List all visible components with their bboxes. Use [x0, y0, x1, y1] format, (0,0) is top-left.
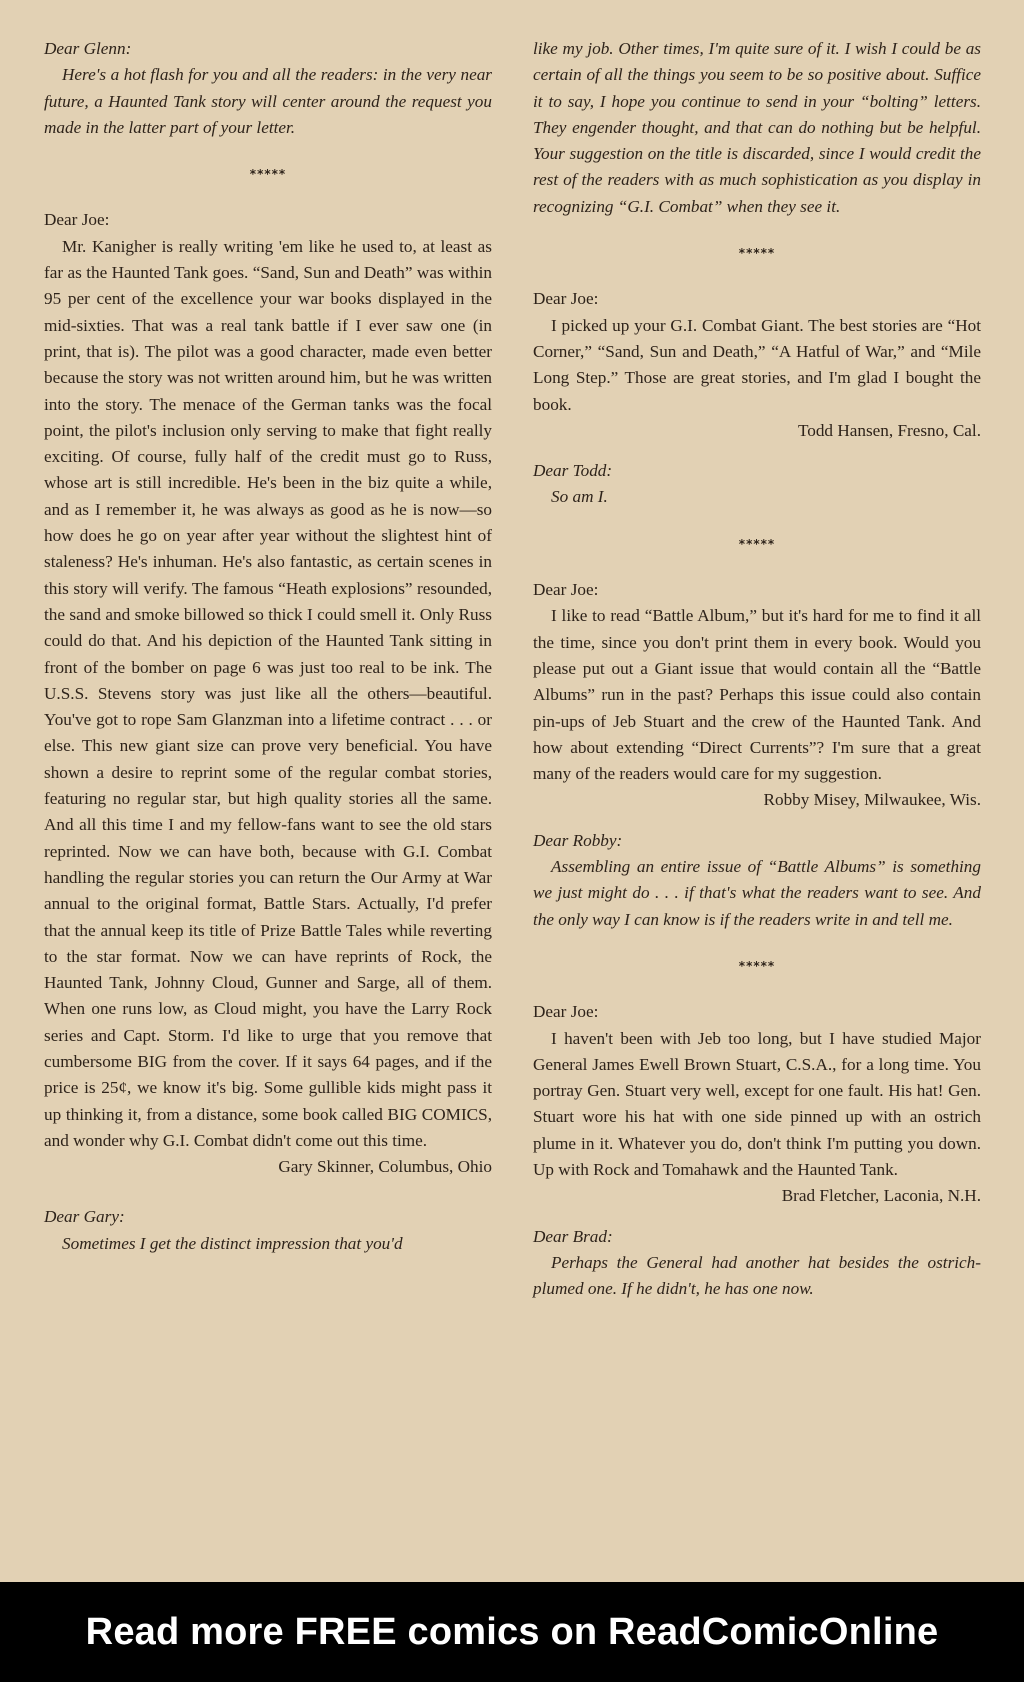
reply-body: Here's a hot flash for you and all the readers: in the very near future, a Haunted Tank story will center around the request you made in the latter part of your letter. [44, 65, 492, 137]
letter-from-brad [533, 999, 981, 1209]
letter-body: I haven't been with Jeb too long, but I have studied Major General James Ewell Brown Stuart, C.S.A., for a long time. You portray Gen. Stuart very well, except for one fault. His hat! Gen. Stuart wore his hat with one side pinned up with an ostrich plume in it. Whatever you do, don't think I'm putting you down. Up with Rock and Tomahawk and the Haunted Tank. [533, 1028, 981, 1179]
reply-to-glenn [44, 36, 492, 141]
section-divider: ***** [738, 246, 776, 261]
reply-to-gary-continued [533, 36, 981, 220]
letter-signature: Gary Skinner, Columbus, Ohio [278, 1157, 492, 1177]
reply-body: Sometimes I get the distinct impression that you'd [62, 1233, 403, 1253]
section-divider: ***** [249, 167, 287, 182]
reply-body: Assembling an entire issue of “Battle Albums” is something we just might do . . . if that's what the readers want to see. And the only way I can know is if the readers write in and tell me. [533, 857, 981, 929]
letter-from-todd [533, 286, 981, 444]
salutation: Dear Joe: [44, 210, 110, 230]
promo-banner[interactable] [0, 1582, 1024, 1682]
salutation: Dear Gary: [44, 1207, 125, 1227]
salutation: Dear Brad: [533, 1226, 613, 1246]
reply-to-todd [533, 458, 981, 511]
reply-body: Perhaps the General had another hat besides the ostrich-plumed one. If he didn't, he has one now. [533, 1252, 981, 1299]
reply-to-robby [533, 828, 981, 933]
letter-from-robby [533, 577, 981, 814]
salutation: Dear Glenn: [44, 39, 132, 58]
right-column [533, 36, 981, 1302]
reply-body: like my job. Other times, I'm quite sure of it. I wish I could be as certain of all the things you seem to be so positive about. Suffice it to say, I hope you continue to send in your “bolting” letters. They engender thought, and that can do nothing but be helpful. Your suggestion on the title is discarded, since I would credit the rest of the readers with as much sophistication as you display in recognizing “G.I. Combat” when they see it. [533, 39, 981, 216]
salutation: Dear Joe: [533, 1002, 599, 1022]
section-divider: ***** [738, 536, 776, 551]
letter-signature: Todd Hansen, Fresno, Cal. [797, 420, 981, 440]
letter-signature: Brad Fletcher, Laconia, N.H. [781, 1186, 981, 1206]
letter-body: I like to read “Battle Album,” but it's hard for me to find it all the time, since you don't print them in every book. Would you please put out a Giant issue that would contain all the “Battle Albums” run in the past? Perhaps this issue could also contain pin-ups of Jeb Stuart and the crew of the Haunted Tank. And how about extending “Direct Currents”? I'm sure that a great many of the readers would care for my suggestion. [533, 606, 981, 784]
reply-to-brad [533, 1224, 981, 1303]
letter-signature: Robby Misey, Milwaukee, Wis. [763, 790, 981, 810]
salutation: Dear Joe: [533, 289, 599, 309]
salutation: Dear Robby: [533, 830, 623, 850]
salutation: Dear Joe: [533, 580, 599, 600]
left-column [44, 36, 492, 1257]
letter-from-gary [44, 207, 492, 1180]
promo-banner-text: Read more FREE comics on ReadComicOnline [85, 1610, 939, 1653]
letter-body: I picked up your G.I. Combat Giant. The best stories are “Hot Corner,” “Sand, Sun and Death,” “A Hatful of War,” and “Mile Long Step.” Those are great stories, and I'm glad I bought the book. [533, 315, 981, 414]
reply-body: So am I. [551, 487, 608, 507]
section-divider: ***** [738, 958, 776, 973]
reply-to-gary [44, 1204, 492, 1257]
letter-body: Mr. Kanigher is really writing 'em like he used to, at least as far as the Haunted Tank goes. “Sand, Sun and Death” was within 95 per cent of the excellence your war books displayed in the mid-sixties. That was a real tank battle if I ever saw one (in print, that is). The pilot was a good character, made even better because the story was not written around him, but he was written into the story. The menace of the German tanks was the focal point, the pilot's inclusion only serving to make that fight really exciting. Of course, fully half of the credit must go to Russ, whose art is still incredible. He's been in the biz quite a while, and as I remember it, he was always as good as he is now—so how does he go on year after year without the slightest hint of staleness? He's inhuman. He's also fantastic, as certain scenes in this story will verify. The famous “Heath explosions” resounded, the sand and smoke billowed so thick I could smell it. Only Russ could do that. And his depiction of the Haunted Tank sitting in front of the bomber on page 6 was just too real to be ink. The U.S.S. Stevens story was just like all the others—beautiful. You've got to rope Sam Glanzman into a lifetime contract . . . or else. This new giant size can prove very beneficial. You have shown a desire to reprint some of the regular combat stories, featuring no regular star, but high quality stories all the same. And all this time I and my fellow-fans want to see the old stars reprinted. Now we can have both, because with G.I. Combat handling the regular stories you can return the Our Army at War annual to the original format, Battle Stars. Actually, I'd prefer that the annual keep its title of Prize Battle Tales while reverting to the star format. Now we can have reprints of Rock, the Haunted Tank, Johnny Cloud, Gunner and Sarge, all of them. When one runs low, as Cloud might, you have the Larry Rock series and Capt. Storm. I'd like to urge that you remove that cumbersome BIG from the cover. If it says 64 pages, and if the price is 25¢, we know it's big. Some gullible kids might pass it up thinking it, from a distance, some book called BIG COMICS, and wonder why G.I. Combat didn't come out this time. [44, 236, 492, 1150]
salutation: Dear Todd: [533, 461, 613, 481]
